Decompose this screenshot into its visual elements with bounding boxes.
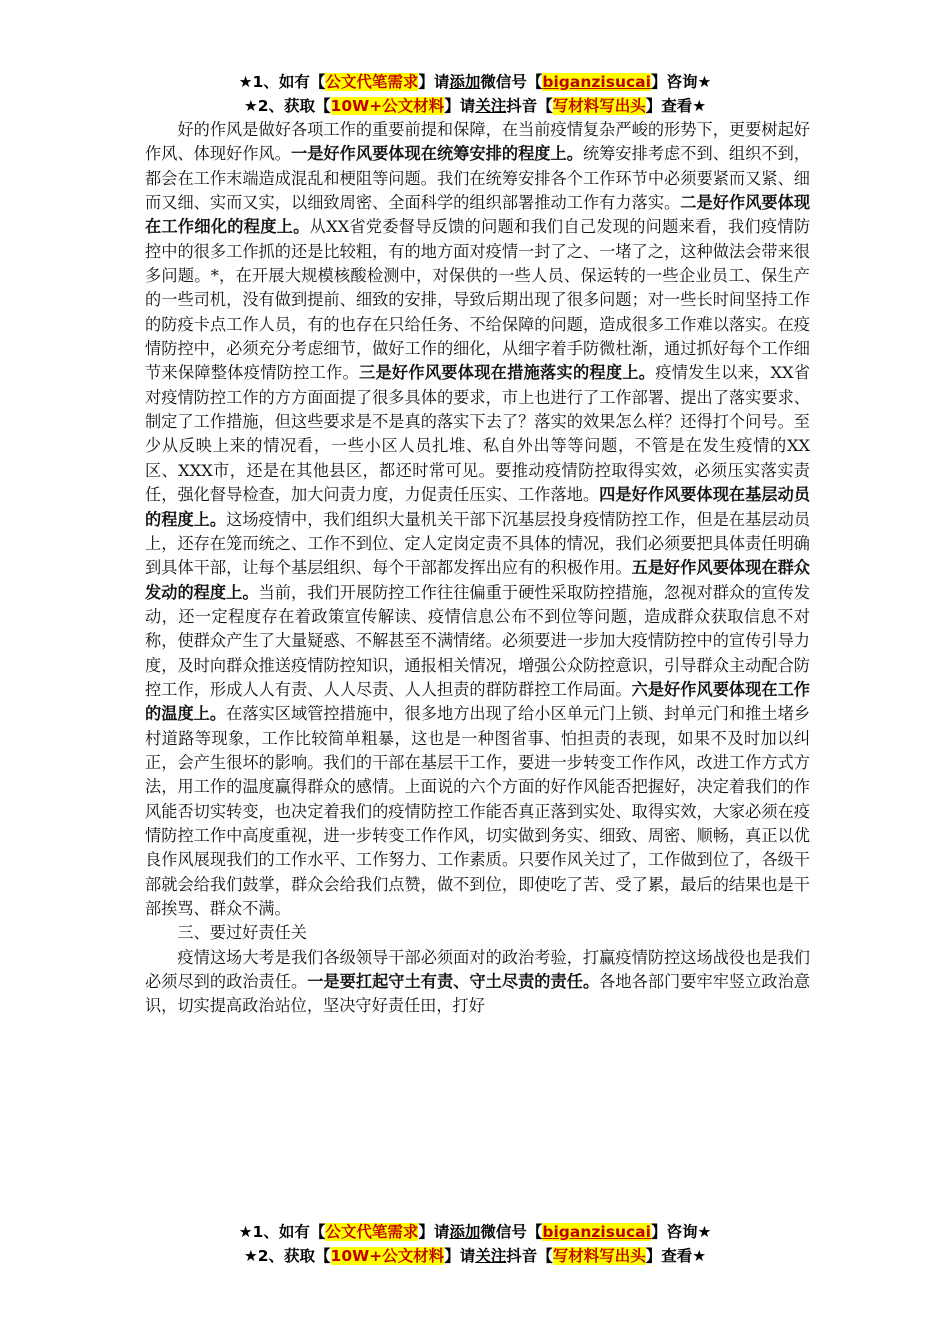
banner-underline: 添加 bbox=[449, 1223, 481, 1241]
paragraph-responsibility bbox=[145, 946, 810, 1019]
banner-text: 微信号【 bbox=[480, 73, 543, 91]
body-text: 这场疫情中，我们组织大量机关干部下沉基层投身疫情防控工作，但是在基层动员上，还存在笼而统之、工作不到位、定人定岗定责不具体的情况，我们必须要把具体责任明确到具体干部，让每个基层组织、每个干部都发挥出应有的积极作用。 bbox=[145, 509, 811, 578]
banner-text: 】请 bbox=[444, 1247, 476, 1265]
paragraph-work-style bbox=[145, 118, 810, 921]
body-text: 当前，我们开展防控工作往往偏重于硬性采取防控措施，忽视对群众的宣传发动，还一定程度存在着政策宣传解读、疫情信息公布不到位等问题，造成群众获取信息不对称，使群众产生了大量疑惑、不解甚至不满情绪。必须要进一步加大疫情防控中的宣传引导力度，及时向群众推送疫情防控知识，通报相关情况，增强公众防控意识，引导群众主动配合防控工作，形成人人有责、人人尽责、人人担责的群防群控工作局面。 bbox=[145, 582, 811, 699]
banner-text: 抖音【 bbox=[506, 97, 553, 115]
bold-point: 四是好作风要体现在基层动员的程度上。 bbox=[145, 485, 811, 529]
promo-banner-top-line2 bbox=[0, 94, 950, 118]
banner-highlight: 公文代笔需求 bbox=[325, 1223, 419, 1241]
body-text: 在落实区域管控措施中，很多地方出现了给小区单元门上锁、封单元门和推土堵乡村道路等现象，工作比较简单粗暴，这也是一种图省事、怕担责的表现，如果不及时加以纠正，会产生很坏的影响。我们的干部在基层干工作，要进一步转变工作作风，改进工作方式方法，用工作的温度赢得群众的感情。上面说的六个方面的好作风能否把握好，决定着我们的作风能否切实转变，也决定着我们的疫情防控工作能否真正落到实处、取得实效，大家必须在疫情防控工作中高度重视，进一步转变工作作风，切实做到务实、细致、周密、顺畅，真正以优良作风展现我们的工作水平、工作努力、工作素质。只要作风关过了，工作做到位了，各级干部就会给我们鼓掌，群众会给我们点赞，做不到位，即使吃了苦、受了累，最后的结果也是干部挨骂、群众不满。 bbox=[145, 704, 811, 918]
banner-underline: 添加 bbox=[449, 73, 481, 91]
bold-point: 一是要扛起守土有责、守土尽责的责任。 bbox=[307, 972, 600, 992]
section-heading: 三、要过好责任关 bbox=[177, 923, 307, 943]
body-text: 好的作风是做好各项工作的重要前提和保障，在当前疫情复杂严峻的形势下，更要树起好作风、体现好作风。 bbox=[145, 120, 810, 164]
banner-text: 】咨询★ bbox=[650, 1223, 712, 1241]
banner-text: 抖音【 bbox=[506, 1247, 553, 1265]
banner-text: ★2、获取【 bbox=[243, 97, 331, 115]
banner-highlight: 10W+公文材料 bbox=[330, 1247, 445, 1265]
bold-point: 五是好作风要体现在群众发动的程度上。 bbox=[145, 558, 810, 602]
document-body bbox=[145, 118, 810, 1019]
banner-underline: 关注 bbox=[475, 1247, 507, 1265]
bold-point: 一是好作风要体现在统筹安排的程度上。 bbox=[290, 144, 583, 164]
promo-banner-top-line1 bbox=[0, 70, 950, 94]
bold-point: 六是好作风要体现在工作的温度上。 bbox=[145, 679, 810, 724]
banner-underline: 关注 bbox=[475, 97, 507, 115]
banner-text: 】请 bbox=[444, 97, 476, 115]
banner-wechat-id[interactable]: biganzisucai bbox=[542, 1223, 651, 1241]
banner-text: ★1、如有【 bbox=[238, 1223, 326, 1241]
banner-highlight: 写材料写出头 bbox=[552, 97, 646, 115]
banner-highlight: 公文代笔需求 bbox=[325, 73, 419, 91]
banner-wechat-id[interactable]: biganzisucai bbox=[542, 73, 651, 91]
banner-text: 】请 bbox=[418, 1223, 450, 1241]
banner-text: 】请 bbox=[418, 73, 450, 91]
body-text: 统筹安排考虑不到、组织不到，都会在工作末端造成混乱和梗阻等问题。我们在统筹安排各个工作环节中必须要紧而又紧、细而又细、实而又实，以细致周密、全面科学的组织部署推动工作有力落实。 bbox=[145, 144, 811, 213]
bold-point: 二是好作风要体现在工作细化的程度上。 bbox=[145, 193, 811, 237]
banner-text: 】查看★ bbox=[645, 1247, 707, 1265]
body-text: 疫情这场大考是我们各级领导干部必须面对的政治考验，打赢疫情防控这场战役也是我们必须尽到的政治责任。 bbox=[145, 947, 810, 992]
body-text: 各地各部门要牢牢竖立政治意识，切实提高政治站位，坚决守好责任田，打好 bbox=[145, 972, 811, 1016]
body-text: 疫情发生以来，XX省对疫情防控工作的方方面面提了很多具体的要求，市上也进行了工作部署、提出了落实要求、制定了工作措施，但这些要求是不是真的落实下去了？落实的效果怎么样？还得打个问号。至少从反映上来的情况看，一些小区人员扎堆、私自外出等等问题，不管是在发生疫情的XX区、XXX市，还是在其他县区，都还时常可见。要推动疫情防控取得实效，必须压实落实责任，强化督导检查，加大问责力度，力促责任压实、工作落地。 bbox=[145, 363, 810, 505]
body-text: 从XX省党委督导反馈的问题和我们自己发现的问题来看，我们疫情防控中的很多工作抓的还是比较粗，有的地方面对疫情一封了之、一堵了之，这种做法会带来很多问题。*，在开展大规模核酸检测中，对保供的一些人员、保运转的一些企业员工、保生产的一些司机，没有做到提前、细致的安排，导致后期出现了很多问题；对一些长时间坚持工作的防疫卡点工作人员，有的也存在只给任务、不给保障的问题，造成很多工作难以落实。在疫情防控中，必须充分考虑细节，做好工作的细化，从细字着手防微杜渐，通过抓好每个工作细节来保障整体疫情防控工作。 bbox=[145, 217, 811, 383]
banner-highlight: 10W+公文材料 bbox=[330, 97, 445, 115]
banner-text: ★1、如有【 bbox=[238, 73, 326, 91]
banner-text: 】咨询★ bbox=[650, 73, 712, 91]
banner-text: ★2、获取【 bbox=[243, 1247, 331, 1265]
banner-text: 微信号【 bbox=[480, 1223, 543, 1241]
banner-text: 】查看★ bbox=[645, 97, 707, 115]
promo-banner-bottom-line1 bbox=[0, 1220, 950, 1244]
banner-highlight: 写材料写出头 bbox=[552, 1247, 646, 1265]
promo-banner-bottom-line2 bbox=[0, 1244, 950, 1268]
bold-point: 三是好作风要体现在措施落实的程度上。 bbox=[358, 363, 656, 383]
